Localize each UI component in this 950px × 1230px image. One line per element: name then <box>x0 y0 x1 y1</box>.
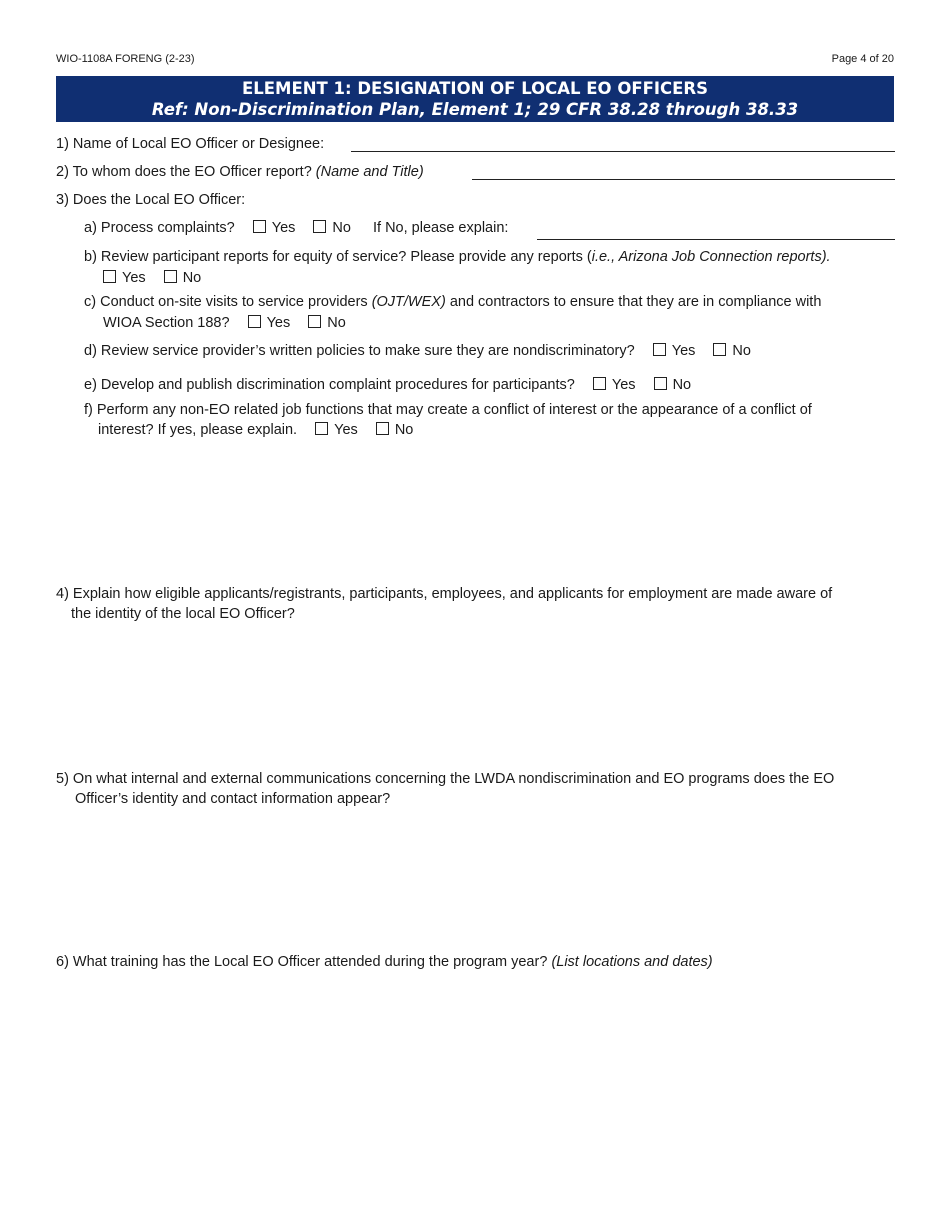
q3a-no-option[interactable] <box>313 218 351 238</box>
q3b-label <box>84 247 831 267</box>
no-label: No <box>394 422 414 438</box>
q3a-yes-checkbox[interactable] <box>253 220 266 233</box>
yes-label: Yes <box>122 270 146 286</box>
q3b-label-example: i.e., Arizona Job Connection reports). <box>591 249 831 265</box>
yes-label: Yes <box>266 315 291 331</box>
q3a-row <box>84 218 508 238</box>
q3b-options <box>103 268 201 288</box>
q4-label-line2: the identity of the local EO Officer? <box>71 606 295 622</box>
q3c-no-checkbox[interactable] <box>308 315 321 328</box>
q3b-no-checkbox[interactable] <box>164 270 177 283</box>
q3f-yes-option[interactable] <box>315 420 358 440</box>
q3e-no-option[interactable] <box>654 375 692 395</box>
yes-label: Yes <box>271 220 296 236</box>
reports-to-field[interactable] <box>472 163 895 180</box>
q3c-label-end: and contractors to ensure that they are in compliance with <box>445 294 822 310</box>
q3c-label-text: c) Conduct on-site visits to service providers <box>84 294 372 310</box>
q3e-row <box>84 375 691 395</box>
q3c-yes-option[interactable] <box>248 313 291 333</box>
q2-label: 2) To whom does the EO Officer report? <box>56 164 312 180</box>
q3f-answer-area[interactable] <box>98 446 888 566</box>
q3f-label-line2: interest? If yes, please explain. <box>98 422 298 438</box>
no-label: No <box>327 315 346 331</box>
q3b-yes-checkbox[interactable] <box>103 270 116 283</box>
q3e-yes-option[interactable] <box>593 375 636 395</box>
q3c-no-option[interactable] <box>308 313 346 333</box>
section-banner <box>56 76 894 122</box>
q5-label: 5) On what internal and external communications concerning the LWDA nondiscrimination and EO programs does the EO <box>56 771 835 787</box>
q6-question <box>56 952 713 972</box>
q3f-no-checkbox[interactable] <box>376 422 389 435</box>
q3d-row <box>84 341 751 361</box>
q6-answer-area[interactable] <box>56 980 894 1180</box>
no-label: No <box>672 377 692 393</box>
q3b-no-option[interactable] <box>164 268 202 288</box>
q3b-yes-option[interactable] <box>103 268 146 288</box>
no-label: No <box>732 343 751 359</box>
q2-hint: (Name and Title) <box>315 164 424 180</box>
q3f-label: f) Perform any non-EO related job functions that may create a conflict of interest or the appearance of a conflict of <box>84 402 812 418</box>
yes-label: Yes <box>611 377 636 393</box>
q6-hint: (List locations and dates) <box>551 954 713 970</box>
eo-officer-name-field[interactable] <box>351 135 895 152</box>
q3c-yes-checkbox[interactable] <box>248 315 261 328</box>
section-reference: Ref: Non-Discrimination Plan, Element 1; 29 CFR 38.28 through 38.33 <box>151 100 799 119</box>
q4-answer-area[interactable] <box>56 630 894 760</box>
q3-label: 3) Does the Local EO Officer: <box>56 192 246 208</box>
form-id: WIO-1108A FORENG (2-23) <box>56 53 195 65</box>
q1-label: 1) Name of Local EO Officer or Designee: <box>56 136 325 152</box>
q4-label: 4) Explain how eligible applicants/registrants, participants, employees, and applicants for employment are made aware of <box>56 586 833 602</box>
q3e-label: e) Develop and publish discrimination complaint procedures for participants? <box>84 377 575 393</box>
q3e-yes-checkbox[interactable] <box>593 377 606 390</box>
q3d-label: d) Review service provider’s written policies to make sure they are nondiscriminatory? <box>84 343 635 359</box>
q3d-yes-checkbox[interactable] <box>653 343 666 356</box>
q3d-no-checkbox[interactable] <box>713 343 726 356</box>
no-label: No <box>182 270 202 286</box>
q3f-yes-checkbox[interactable] <box>315 422 328 435</box>
q3f-no-option[interactable] <box>376 420 414 440</box>
q3c-label-example: (OJT/WEX) <box>371 294 446 310</box>
yes-label: Yes <box>671 343 696 359</box>
q6-label: 6) What training has the Local EO Officer attended during the program year? <box>56 954 548 970</box>
q3d-yes-option[interactable] <box>653 341 696 361</box>
q3a-no-checkbox[interactable] <box>313 220 326 233</box>
q3c-label-line2: WIOA Section 188? <box>103 315 230 331</box>
q2-question <box>56 162 424 182</box>
q3c-label <box>84 292 821 312</box>
q3e-no-checkbox[interactable] <box>654 377 667 390</box>
q3c-row2 <box>103 313 346 333</box>
no-label: No <box>332 220 351 236</box>
yes-label: Yes <box>334 422 358 438</box>
q5-label-line2: Officer’s identity and contact information appear? <box>75 791 391 807</box>
q5-answer-area[interactable] <box>56 815 894 945</box>
q3a-explain-label: If No, please explain: <box>373 220 509 236</box>
q3a-label: a) Process complaints? <box>84 220 235 236</box>
q3a-yes-option[interactable] <box>253 218 296 238</box>
q3f-row2 <box>98 420 413 440</box>
q3d-no-option[interactable] <box>713 341 751 361</box>
q3b-label-text: b) Review participant reports for equity of service? Please provide any reports ( <box>84 249 592 265</box>
section-title: ELEMENT 1: DESIGNATION OF LOCAL EO OFFICERS <box>241 79 709 98</box>
q3a-explain-field[interactable] <box>537 223 895 240</box>
page-number: Page 4 of 20 <box>831 53 894 65</box>
